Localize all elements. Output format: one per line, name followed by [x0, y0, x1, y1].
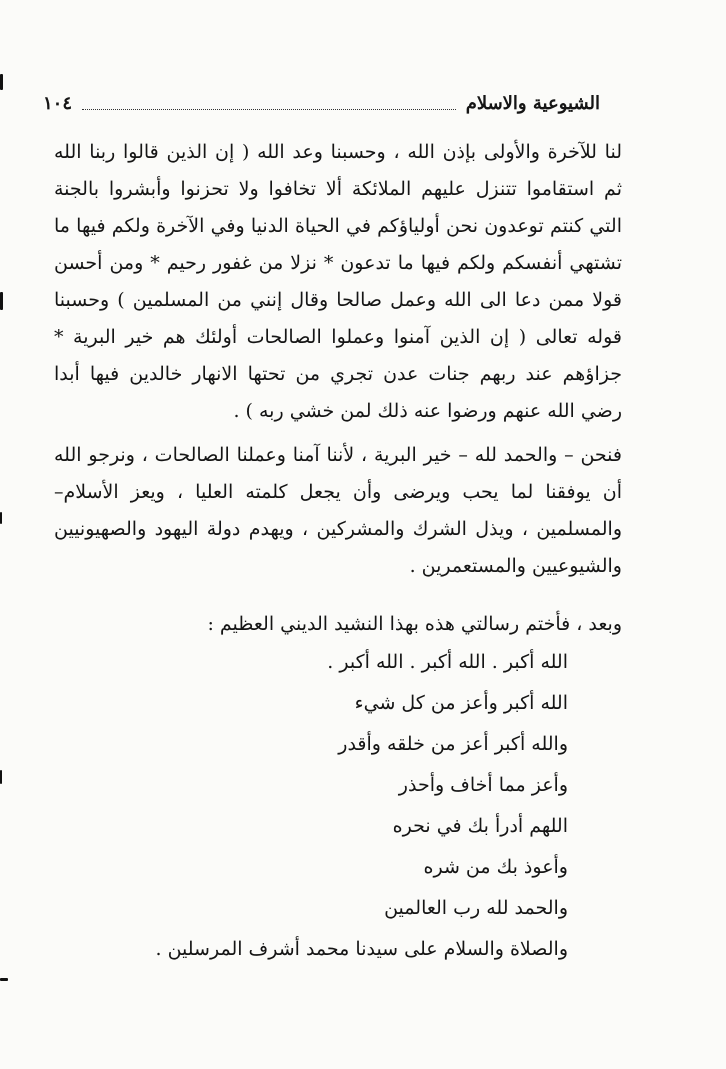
paragraph-quran-verses: لنا للآخرة والأولى بإذن الله ، وحسبنا وعد الله ( إن الذين قالوا ربنا الله ثم استقاموا تتنزل عليهم الملائكة ألا تخافوا ولا تحزنوا وأبشروا بالجنة التي كنتم توعدون نحن أولياؤكم في الحياة الدنيا وفي الآخرة ولكم فيها ما تشتهي أنفسكم ولكم فيها ما تدعون * نزلا من غفور رحيم * ومن أحسن قولا ممن دعا الى الله وعمل صالحا وقال إنني من المسلمين ) وحسبنا قوله تعالى ( إن الذين آمنوا وعملوا الصالحات أولئك هم خير البرية * جزاؤهم عند ربهم جنات عدن تجري من تحتها الانهار خالدين فيها أبدا رضي الله عنهم ورضوا عنه ذلك لمن خشي ربه ) .	[54, 141, 622, 422]
running-title: الشيوعية والاسلام	[465, 92, 600, 114]
scan-edge-mark	[0, 292, 3, 310]
anthem-line: اللهم أدرأ بك في نحره	[392, 815, 568, 837]
scan-edge-mark	[0, 512, 2, 524]
anthem-line: الله أكبر . الله أكبر . الله أكبر .	[327, 651, 568, 673]
scan-edge-mark	[0, 74, 3, 90]
anthem-line: وأعز مما أخاف وأحذر	[398, 774, 568, 796]
religious-anthem	[155, 642, 568, 970]
anthem-line: والحمد لله رب العالمين	[384, 897, 568, 919]
anthem-line: والصلاة والسلام على سيدنا محمد أشرف المرسلين .	[155, 938, 568, 960]
anthem-line: وأعوذ بك من شره	[423, 856, 568, 878]
paragraph-conclusion-intro: وبعد ، فأختم رسالتي هذه بهذا النشيد الديني العظيم :	[207, 613, 622, 635]
anthem-line: الله أكبر وأعز من كل شيء	[354, 692, 568, 714]
dotted-leader	[82, 109, 456, 110]
anthem-line: والله أكبر أعز من خلقه وأقدر	[338, 733, 568, 755]
scan-edge-mark	[0, 770, 2, 784]
running-header	[32, 86, 600, 120]
paragraph-supplication: فنحن – والحمد لله – خير البرية ، لأننا آمنا وعملنا الصالحات ، ونرجو الله أن يوفقنا لما يحب ويرضى وأن يجعل كلمته العليا ، ويعز الأسلام– والمسلمين ، ويذل الشرك والمشركين ، ويهدم دولة اليهود والصهيونيين والشيوعيين والمستعمرين .	[54, 444, 622, 577]
page-number: ١٠٤	[42, 92, 72, 114]
scan-edge-mark	[0, 978, 8, 981]
